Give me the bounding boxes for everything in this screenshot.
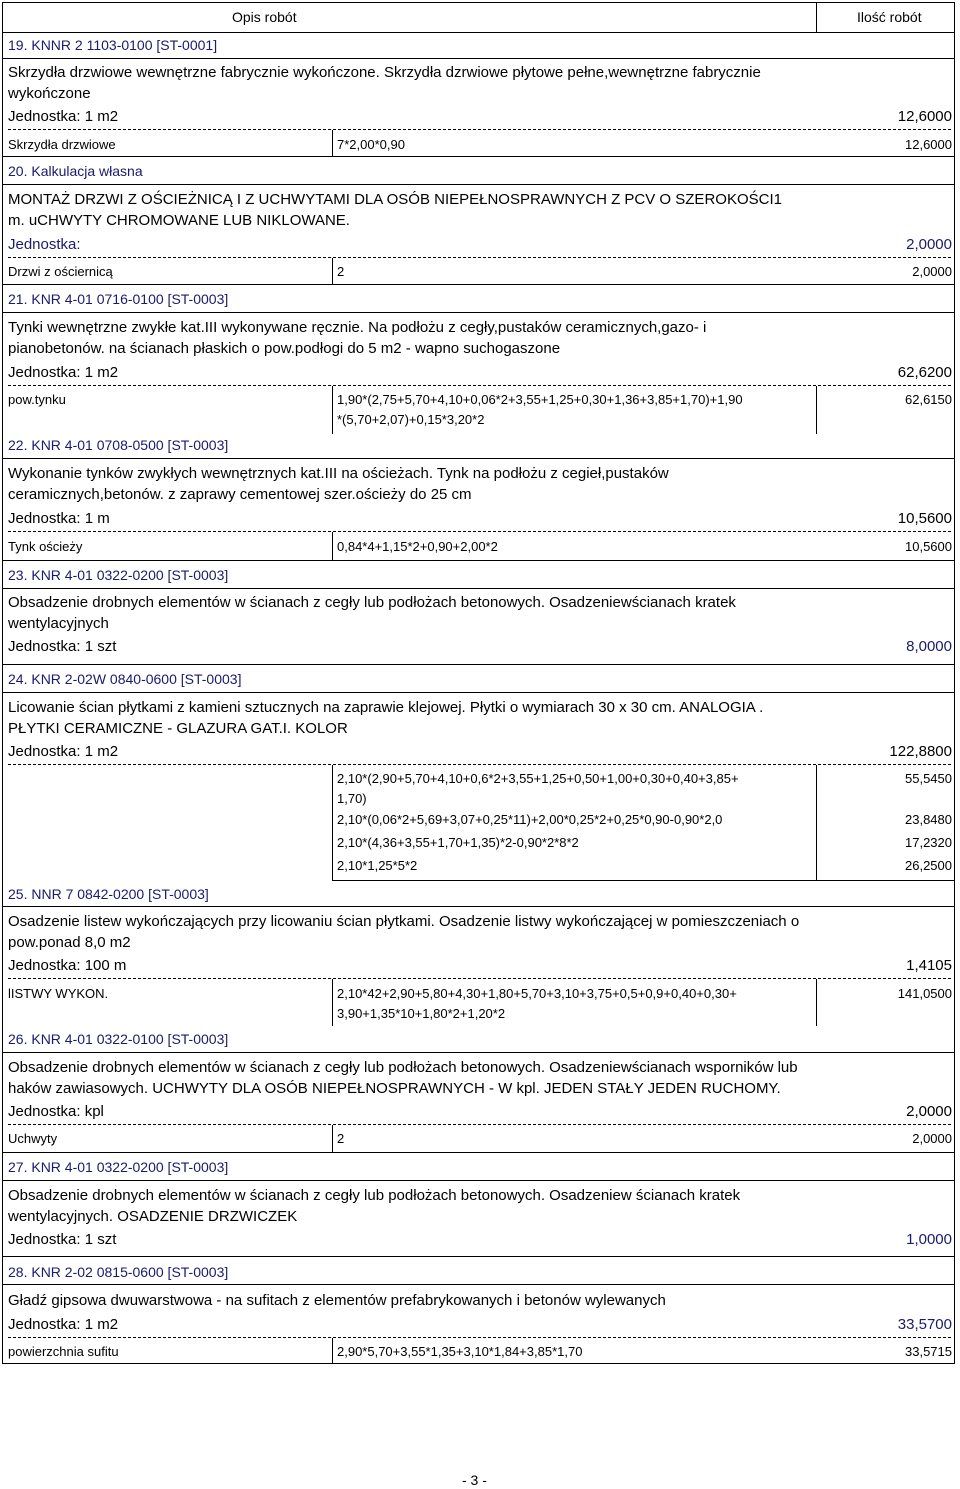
col-divider [332,130,333,156]
row-line [2,284,955,285]
item-unit: Jednostka: [8,236,81,253]
measure-formula: 3,90+1,35*10+1,80*2+1,20*2 [337,1006,506,1021]
measure-formula: 2,10*(0,06*2+5,69+3,07+0,25*11)+2,00*0,25*2+0,25*0,90-0,90*2,0 [337,812,723,827]
item-position: 22. KNR 4-01 0708-0500 [ST-0003] [8,437,229,453]
measure-value: 26,2500 [905,858,952,873]
item-description: Obsadzenie drobnych elementów w ścianach z cegły lub podłożach betonowych. Osadzeniew ścianach kratek [8,1187,741,1204]
item-unit: Jednostka: 1 szt [8,1231,117,1248]
measure-formula: 2 [337,264,345,279]
item-total: 2,0000 [906,1103,952,1120]
measure-name: lISTWY WYKON. [8,986,109,1001]
col-divider [816,979,817,1026]
item-position: 19. KNNR 2 1103-0100 [ST-0001] [8,37,218,53]
item-position: 27. KNR 4-01 0322-0200 [ST-0003] [8,1159,229,1175]
item-position: 21. KNR 4-01 0716-0100 [ST-0003] [8,291,229,307]
item-description: m. uCHWYTY CHROMOWANE LUB NIKLOWANE. [8,212,350,229]
item-unit: Jednostka: 1 m2 [8,1316,119,1333]
measure-formula: 2,10*1,25*5*2 [337,858,418,873]
item-unit: Jednostka: 1 m2 [8,743,119,760]
item-position: 28. KNR 2-02 0815-0600 [ST-0003] [8,1264,229,1280]
item-total: 8,0000 [906,638,952,655]
item-unit: Jednostka: 100 m [8,957,127,974]
item-description: Tynki wewnętrzne zwykłe kat.III wykonywane ręcznie. Na podłożu z cegły,pustaków ceramicznych,gazo- i [8,319,707,336]
item-description: Obsadzenie drobnych elementów w ścianach z cegły lub podłożach betonowych. Osadzeniewścianach wsporników lub [8,1059,798,1076]
row-line [2,692,955,693]
measure-value: 62,6150 [905,392,952,407]
measure-formula: 0,84*4+1,15*2+0,90+2,00*2 [337,539,498,554]
row-line [2,58,955,59]
measure-name: Uchwyty [8,1131,58,1146]
col-divider [816,765,817,880]
item-description: haków zawiasowych. UCHWYTY DLA OSÓB NIEPEŁNOSPRAWNYCH - W kpl. JEDEN STAŁY JEDEN RUCHOMY. [8,1080,781,1097]
item-total: 1,0000 [906,1231,952,1248]
item-description: Wykonanie tynków zwykłych wewnętrznych kat.III na ościeżach. Tynk na podłożu z cegieł,pustaków [8,465,669,482]
dashed-separator [8,531,951,532]
row-line [2,1052,955,1053]
measure-name: powierzchnia sufitu [8,1344,119,1359]
dashed-separator [8,129,951,130]
row-line [2,184,955,185]
measure-value: 17,2320 [905,835,952,850]
item-description: Obsadzenie drobnych elementów w ścianach z cegły lub podłożach betonowych. Osadzeniewścianach kratek [8,594,736,611]
measure-name: Tynk ościeży [8,539,83,554]
measure-name: Skrzydła drzwiowe [8,137,116,152]
row-line [2,1256,955,1257]
item-description: Skrzydła drzwiowe wewnętrzne fabrycznie wykończone. Skrzydła dzrwiowe płytowe pełne,wewnętrzne fabrycznie [8,64,761,81]
item-unit: Jednostka: 1 m2 [8,108,119,125]
item-description: Licowanie ścian płytkami z kamieni sztucznych na zaprawie klejowej. Płytki o wymiarach 30 x 30 cm. ANALOGIA . [8,699,764,716]
item-position: 20. Kalkulacja własna [8,163,143,179]
measure-formula: 2 [337,1131,345,1146]
item-total: 33,5700 [897,1316,952,1333]
col-divider [332,386,333,434]
dashed-separator [8,764,951,765]
dashed-separator [8,978,951,979]
dashed-separator [8,257,951,258]
row-line [2,1152,955,1153]
page-number: - 3 - [462,1472,487,1488]
item-unit: Jednostka: 1 m [8,510,110,527]
item-unit: Jednostka: 1 m2 [8,364,119,381]
row-line [2,458,955,459]
item-description: Osadzenie listew wykończających przy licowaniu ścian płytkami. Osadzenie listwy wykończającej w pomieszczeniach o [8,913,800,930]
measure-formula: 2,10*(4,36+3,55+1,70+1,35)*2-0,90*2*8*2 [337,835,579,850]
item-position: 25. NNR 7 0842-0200 [ST-0003] [8,886,209,902]
dashed-separator [8,1124,951,1125]
item-description: MONTAŻ DRZWI Z OŚCIEŻNICĄ I Z UCHWYTAMI DLA OSÓB NIEPEŁNOSPRAWNYCH Z PCV O SZEROKOŚCI1 [8,191,782,208]
item-description: wentylacyjnych [8,615,109,632]
row-line [2,664,955,665]
row-line [2,560,955,561]
col-divider [332,1125,333,1152]
row-line [332,880,955,881]
col-divider [332,765,333,880]
col-divider [816,386,817,434]
item-description: pow.ponad 8,0 m2 [8,934,131,951]
row-line [2,312,955,313]
header-bottom-line [2,32,955,33]
measure-formula: 7*2,00*0,90 [337,137,405,152]
row-line [2,588,955,589]
measure-value: 23,8480 [905,812,952,827]
item-total: 10,5600 [897,510,952,527]
item-description: wentylacyjnych. OSADZENIE DRZWICZEK [8,1208,298,1225]
item-position: 24. KNR 2-02W 0840-0600 [ST-0003] [8,671,242,687]
dashed-separator [8,385,951,386]
item-description: ceramicznych,betonów. z zaprawy cementowej szer.ościeży do 25 cm [8,486,472,503]
item-total: 1,4105 [906,957,952,974]
item-position: 26. KNR 4-01 0322-0100 [ST-0003] [8,1031,229,1047]
item-unit: Jednostka: 1 szt [8,638,117,655]
row-line [2,1284,955,1285]
measure-formula: 2,10*42+2,90+5,80+4,30+1,80+5,70+3,10+3,75+0,5+0,9+0,40+0,30+ [337,986,737,1001]
measure-value: 12,6000 [905,137,952,152]
measure-formula: 2,90*5,70+3,55*1,35+3,10*1,84+3,85*1,70 [337,1344,583,1359]
item-total: 2,0000 [906,236,952,253]
col-divider [332,1338,333,1363]
col-divider [332,532,333,560]
measure-formula: *(5,70+2,07)+0,15*3,20*2 [337,412,485,427]
item-total: 12,6000 [897,108,952,125]
measure-value: 141,0500 [897,986,952,1001]
item-description: Gładź gipsowa dwuwarstwowa - na sufitach z elementów prefabrykowanych i betonów wylewanych [8,1292,666,1309]
measure-formula: 1,90*(2,75+5,70+4,10+0,06*2+3,55+1,25+0,30+1,36+3,85+1,70)+1,90 [337,392,743,407]
measure-value: 55,5450 [905,771,952,786]
measure-value: 2,0000 [912,264,952,279]
dashed-separator [8,1337,951,1338]
item-description: PŁYTKI CERAMICZNE - GLAZURA GAT.I. KOLOR [8,720,348,737]
measure-name: pow.tynku [8,392,66,407]
measure-name: Drzwi z ościernicą [8,264,113,279]
header-divider [816,2,817,32]
item-description: pianobetonów. na ścianach płaskich o pow.podłogi do 5 m2 - wapno suchogaszone [8,340,561,357]
item-total: 62,6200 [897,364,952,381]
item-total: 122,8800 [889,743,952,760]
col-divider [332,979,333,1026]
measure-value: 10,5600 [905,539,952,554]
col-divider [332,258,333,284]
measure-formula: 2,10*(2,90+5,70+4,10+0,6*2+3,55+1,25+0,50+1,00+0,30+0,40+3,85+ [337,771,739,786]
row-line [2,906,955,907]
item-position: 23. KNR 4-01 0322-0200 [ST-0003] [8,567,229,583]
item-description: wykończone [8,85,91,102]
item-unit: Jednostka: kpl [8,1103,104,1120]
measure-value: 2,0000 [912,1131,952,1146]
measure-value: 33,5715 [905,1344,952,1359]
col-header-quantity: Ilość robót [857,9,922,25]
col-header-description: Opis robót [232,9,297,25]
row-line [2,1180,955,1181]
measure-formula: 1,70) [337,791,367,806]
row-line [2,156,955,157]
